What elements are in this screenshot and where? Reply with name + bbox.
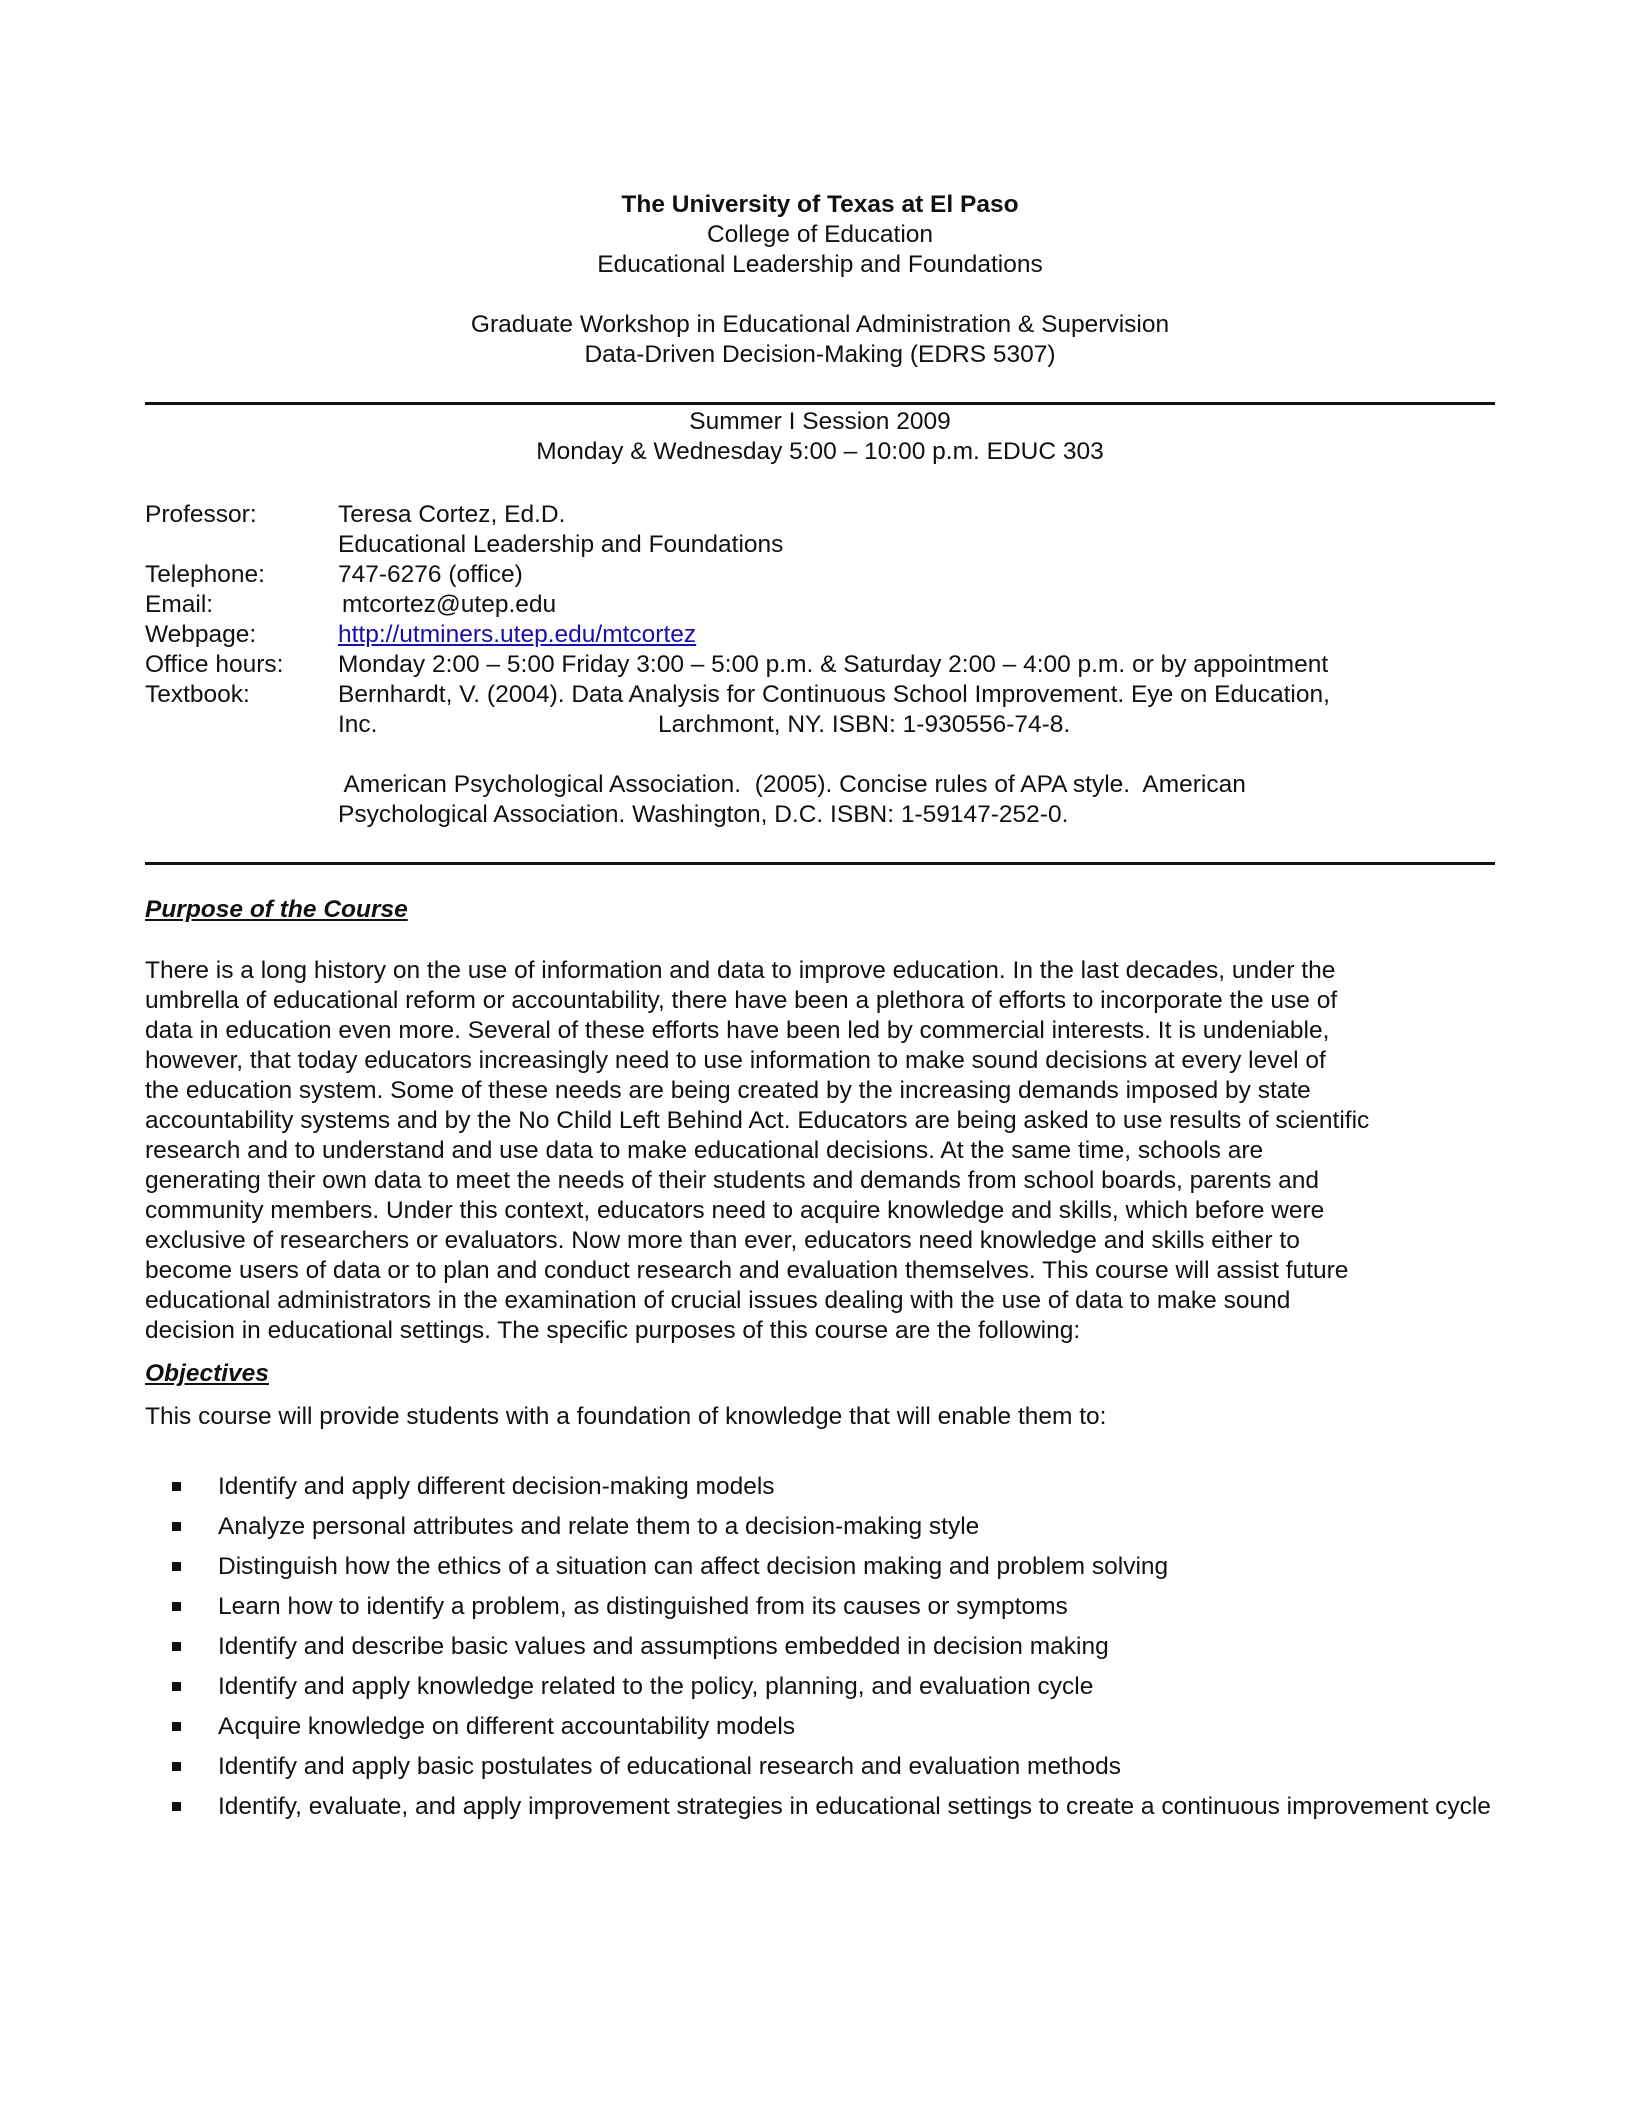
list-item <box>145 1790 1505 1860</box>
bullet-marker <box>172 1562 181 1571</box>
telephone-value: 747-6276 (office) <box>338 561 523 588</box>
session-schedule: Monday & Wednesday 5:00 – 10:00 p.m. EDUC 303 <box>536 438 1104 465</box>
textbook1-line2b: Larchmont, NY. ISBN: 1-930556-74-8. <box>658 711 1071 738</box>
list-item-text: Acquire knowledge on different accountability models <box>218 1713 796 1740</box>
list-item-text: Identify, evaluate, and apply improvement strategies in educational settings to create a continuous improvement cycle <box>218 1793 1491 1820</box>
bullet-marker <box>172 1802 181 1811</box>
bullet-marker <box>172 1642 181 1651</box>
office-hours-label: Office hours: <box>145 651 284 678</box>
top-divider <box>145 402 1495 405</box>
university-name: The University of Texas at El Paso <box>621 191 1019 218</box>
session-block <box>0 407 1640 467</box>
bottom-divider <box>145 862 1495 865</box>
textbook1-line2a: Inc. <box>338 711 378 738</box>
paragraph-line: decision in educational settings. The specific purposes of this course are the following: <box>145 1317 1081 1344</box>
bullet-marker <box>172 1722 181 1731</box>
professor-department: Educational Leadership and Foundations <box>338 531 784 558</box>
paragraph-line: generating their own data to meet the needs of their students and demands from school boards, parents and <box>145 1167 1320 1194</box>
college-name: College of Education <box>706 221 934 248</box>
paragraph-line: educational administrators in the examination of crucial issues dealing with the use of data to make sound <box>145 1287 1291 1314</box>
list-item-text: Distinguish how the ethics of a situation can affect decision making and problem solving <box>218 1553 1169 1580</box>
textbook1-line1: Bernhardt, V. (2004). Data Analysis for Continuous School Improvement. Eye on Education, <box>338 681 1330 708</box>
purpose-heading: Purpose of the Course <box>145 896 408 923</box>
list-item-text: Identify and apply knowledge related to the policy, planning, and evaluation cycle <box>218 1673 1094 1700</box>
purpose-paragraph <box>145 956 1515 1346</box>
bullet-marker <box>172 1522 181 1531</box>
textbook2-line2: Psychological Association. Washington, D.C. ISBN: 1-59147-252-0. <box>338 801 1069 828</box>
course-info <box>145 500 1505 830</box>
paragraph-line: There is a long history on the use of information and data to improve education. In the last decades, under the <box>145 957 1336 984</box>
paragraph-line: the education system. Some of these needs are being created by the increasing demands imposed by state <box>145 1077 1311 1104</box>
objectives-intro-text: This course will provide students with a foundation of knowledge that will enable them to: <box>145 1403 1107 1430</box>
list-item <box>145 1590 1505 1630</box>
course-title-line2: Data-Driven Decision-Making (EDRS 5307) <box>584 341 1056 368</box>
list-item-text: Identify and describe basic values and assumptions embedded in decision making <box>218 1633 1109 1660</box>
list-item <box>145 1510 1505 1550</box>
professor-name: Teresa Cortez, Ed.D. <box>338 501 566 528</box>
paragraph-line: become users of data or to plan and conduct research and evaluation themselves. This course will assist future <box>145 1257 1349 1284</box>
office-hours-value: Monday 2:00 – 5:00 Friday 3:00 – 5:00 p.m. & Saturday 2:00 – 4:00 p.m. or by appointment <box>338 651 1329 678</box>
paragraph-line: umbrella of educational reform or accountability, there have been a plethora of efforts to incorporate the use of <box>145 987 1338 1014</box>
paragraph-line: accountability systems and by the No Child Left Behind Act. Educators are being asked to use results of scientific <box>145 1107 1370 1134</box>
bullet-marker <box>172 1482 181 1491</box>
list-item-text: Learn how to identify a problem, as distinguished from its causes or symptoms <box>218 1593 1068 1620</box>
objectives-intro <box>145 1402 1515 1432</box>
telephone-label: Telephone: <box>145 561 265 588</box>
paragraph-line: research and to understand and use data to make educational decisions. At the same time, schools are <box>145 1137 1264 1164</box>
department-name: Educational Leadership and Foundations <box>597 251 1043 278</box>
webpage-link[interactable]: http://utminers.utep.edu/mtcortez <box>338 621 697 648</box>
bullet-marker <box>172 1602 181 1611</box>
objectives-heading: Objectives <box>145 1360 269 1387</box>
paragraph-line: however, that today educators increasingly need to use information to make sound decisions at every level of <box>145 1047 1326 1074</box>
list-item <box>145 1550 1505 1590</box>
paragraph-line: exclusive of researchers or evaluators. Now more than ever, educators need knowledge and skills either to <box>145 1227 1300 1254</box>
list-item <box>145 1710 1505 1750</box>
document-header <box>0 190 1640 370</box>
list-item-text: Analyze personal attributes and relate them to a decision-making style <box>218 1513 980 1540</box>
list-item <box>145 1630 1505 1670</box>
textbook2-line1: American Psychological Association. (2005). Concise rules of APA style. American <box>338 771 1246 798</box>
paragraph-line: community members. Under this context, educators need to acquire knowledge and skills, which before were <box>145 1197 1325 1224</box>
list-item <box>145 1470 1505 1510</box>
textbook-label: Textbook: <box>145 681 250 708</box>
email-label: Email: <box>145 591 214 618</box>
bullet-marker <box>172 1682 181 1691</box>
paragraph-line: data in education even more. Several of these efforts have been led by commercial interests. It is undeniable, <box>145 1017 1330 1044</box>
list-item <box>145 1670 1505 1710</box>
objectives-list <box>145 1470 1505 1860</box>
course-title-line1: Graduate Workshop in Educational Administration & Supervision <box>470 311 1170 338</box>
session-term: Summer I Session 2009 <box>689 408 951 435</box>
list-item <box>145 1750 1505 1790</box>
professor-label: Professor: <box>145 501 257 528</box>
list-item-text: Identify and apply different decision-making models <box>218 1473 775 1500</box>
email-value: mtcortez@utep.edu <box>342 591 557 618</box>
webpage-label: Webpage: <box>145 621 257 648</box>
bullet-marker <box>172 1762 181 1771</box>
list-item-text: Identify and apply basic postulates of educational research and evaluation methods <box>218 1753 1122 1780</box>
